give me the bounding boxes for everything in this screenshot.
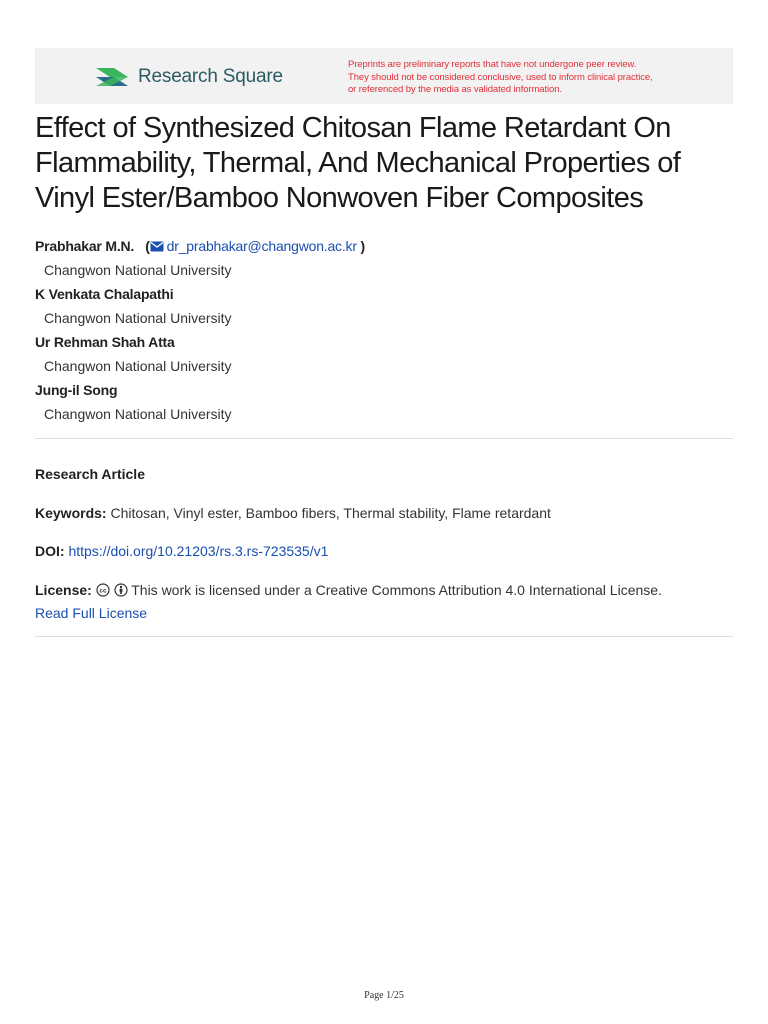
paper-title: Effect of Synthesized Chitosan Flame Retardant On Flammability, Thermal, And Mechanical Properties of Vinyl Ester/Bamboo Nonwoven Fiber Composites — [35, 112, 681, 214]
author-affiliation: Changwon National University — [44, 262, 232, 278]
author-name: Jung-il Song — [35, 382, 118, 398]
envelope-icon — [150, 241, 164, 252]
email-paren-open: ( — [137, 238, 150, 254]
notice-line: or referenced by the media as validated information. — [348, 84, 562, 95]
doi-label: DOI: — [35, 543, 65, 559]
author-email-link[interactable]: dr_prabhakar@changwon.ac.kr — [166, 238, 357, 254]
keywords-value: Chitosan, Vinyl ester, Bamboo fibers, Thermal stability, Flame retardant — [110, 505, 551, 521]
license-link-line — [35, 603, 147, 623]
attribution-icon — [114, 583, 128, 597]
author-affiliation: Changwon National University — [44, 406, 232, 422]
read-full-license-link[interactable]: Read Full License — [35, 605, 148, 621]
divider — [35, 636, 733, 637]
notice-line: Preprints are preliminary reports that have not undergone peer review. — [348, 59, 637, 70]
preprint-notice — [348, 59, 653, 97]
brand-name: Research Square — [138, 66, 283, 87]
author-list — [35, 237, 735, 429]
research-square-logo[interactable] — [94, 64, 283, 90]
article-type-label: Research Article — [35, 466, 145, 482]
author-name-text: Prabhakar M.N. — [35, 238, 135, 254]
svg-text:cc: cc — [99, 587, 107, 595]
creative-commons-icon — [96, 583, 110, 597]
author-name: Ur Rehman Shah Atta — [35, 334, 175, 350]
keywords-label: Keywords: — [35, 505, 107, 521]
author-affiliation: Changwon National University — [44, 358, 232, 374]
article-type — [35, 464, 145, 484]
notice-line: They should not be considered conclusive, used to inform clinical practice, — [348, 71, 653, 83]
license-text: This work is licensed under a Creative Commons Attribution 4.0 International License. — [131, 582, 662, 598]
email-paren-close: ) — [356, 238, 365, 254]
divider — [35, 438, 733, 439]
doi-line — [35, 541, 328, 561]
license-line — [35, 580, 662, 600]
license-label: License: — [35, 582, 92, 598]
page-number: Page 1/25 — [364, 990, 404, 1001]
author-name — [35, 237, 735, 261]
author-affiliation: Changwon National University — [44, 310, 232, 326]
keywords-line — [35, 503, 551, 523]
author-name: K Venkata Chalapathi — [35, 286, 174, 302]
preprint-banner — [35, 48, 733, 104]
research-square-logo-icon — [94, 64, 130, 90]
doi-link[interactable]: https://doi.org/10.21203/rs.3.rs-723535/v1 — [68, 543, 329, 559]
